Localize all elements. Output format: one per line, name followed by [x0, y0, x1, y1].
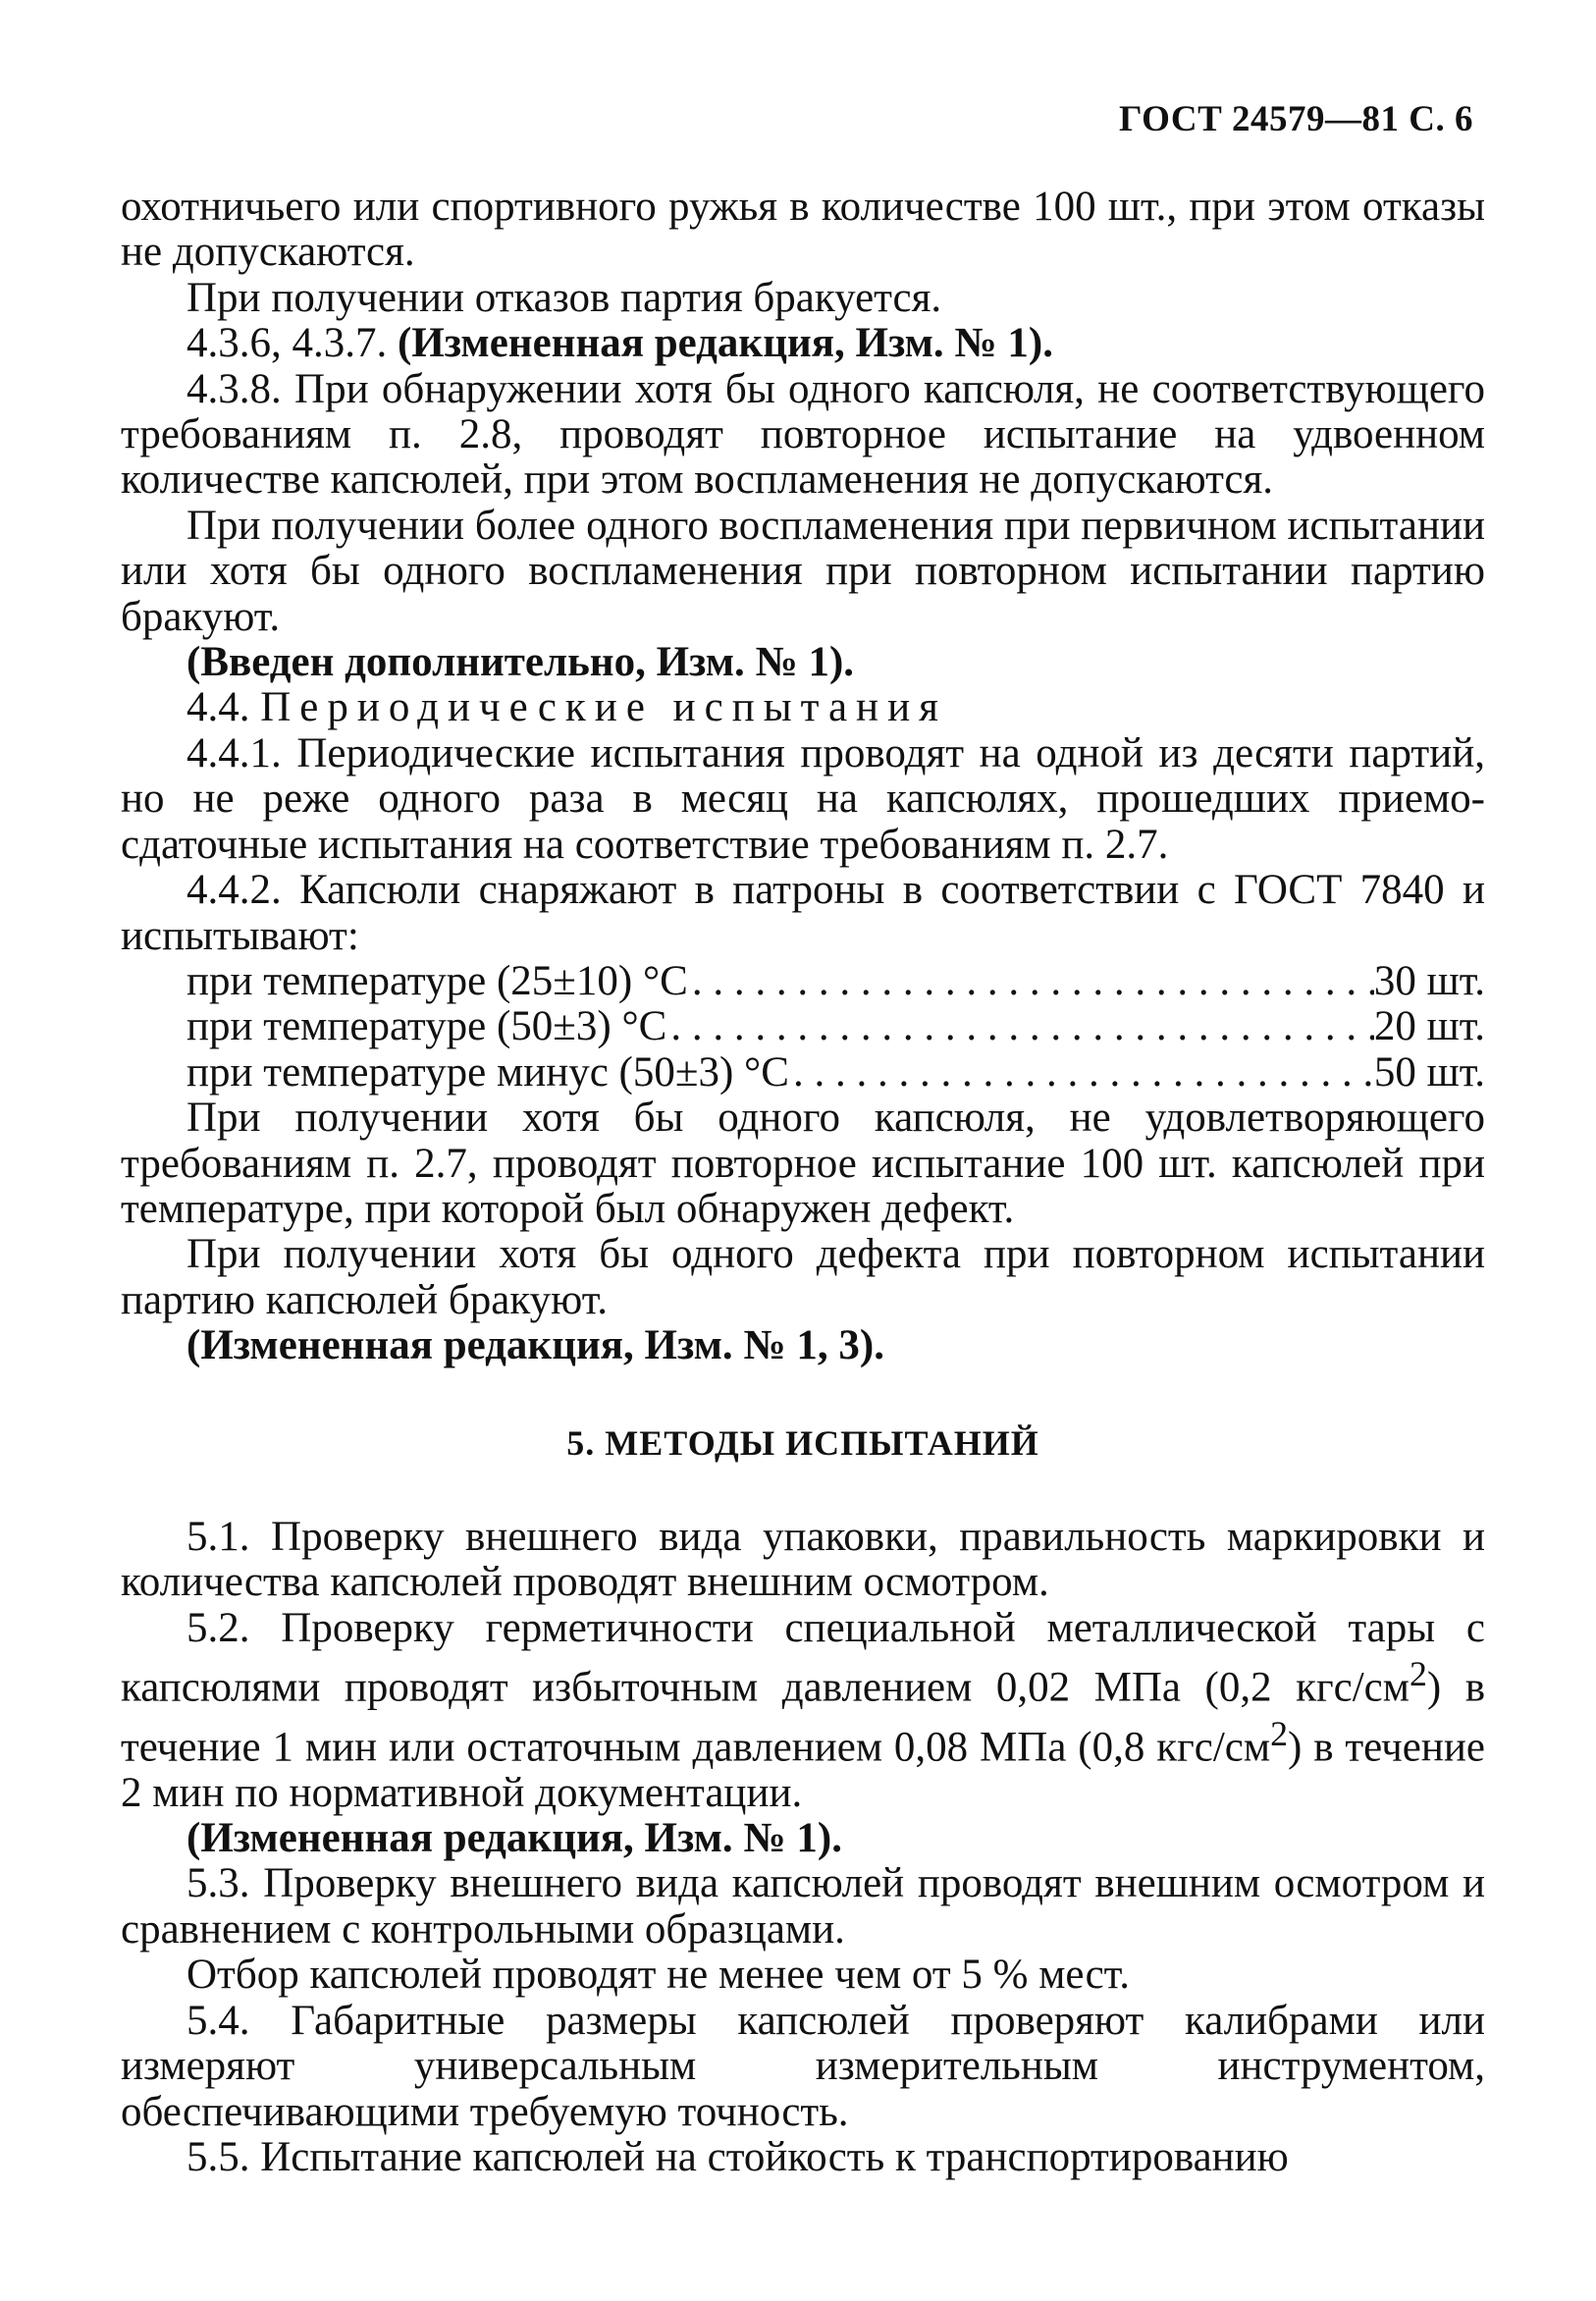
test-quantity: 20 шт.: [1373, 1003, 1485, 1050]
amendment-note: (Измененная редакция, Изм. № 1).: [398, 320, 1053, 367]
clause-number: 4.4.: [186, 684, 250, 731]
test-condition: при температуре (25±10) °С: [186, 957, 688, 1004]
paragraph-5-2: [121, 1606, 1485, 1816]
paragraph-5-1: 5.1. Проверку внешнего вида упаковки, правильность маркировки и количества капсюлей проводят внешним осмотром.: [121, 1513, 1485, 1606]
test-condition: при температуре (50±3) °С: [186, 1003, 667, 1050]
dot-leader: [688, 959, 1374, 1004]
test-quantity: 30 шт.: [1373, 957, 1485, 1004]
paragraph-continuation: охотничьего или спортивного ружья в количестве 100 шт., при этом отказы не допускаются.: [121, 184, 1485, 276]
page-header: ГОСТ 24579—81 С. 6: [1119, 99, 1473, 139]
text-run: ) в течение 1 мин или остаточным давлением 0,08 МПа (0,8 кгс/см: [121, 1664, 1485, 1771]
test-condition: при температуре минус (50±3) °С: [186, 1048, 789, 1096]
paragraph-amendment-4-3-6: [121, 321, 1485, 366]
dot-leader: [666, 1004, 1373, 1049]
amendment-note: (Введен дополнительно, Изм. № 1).: [186, 639, 855, 686]
paragraph-defect: При получении хотя бы одного дефекта при повторном испытании партию капсюлей бракуют.: [121, 1231, 1485, 1323]
paragraph-ignition: При получении более одного воспламенения при первичном испытании или хотя бы одного воспламенения при повторном испытании партию бракуют.: [121, 502, 1485, 640]
paragraph-4-4-1: 4.4.1. Периодические испытания проводят на одной из десяти партий, но не реже одного раза в месяц на капсюлях, прошедших приемо-сдаточные испытания на соответствие требованиям п. 2.7.: [121, 729, 1485, 868]
dot-leader: [789, 1050, 1374, 1096]
superscript: 2: [1409, 1654, 1427, 1694]
amendment-note: (Измененная редакция, Изм. № 1, 3).: [186, 1322, 884, 1369]
paragraph-rejection: При получении отказов партия бракуется.: [186, 274, 942, 321]
clause-number: 4.3.6, 4.3.7.: [186, 320, 388, 367]
section-title: 5. МЕТОДЫ ИСПЫТАНИЙ: [566, 1422, 1039, 1463]
temperature-test-row: [186, 1004, 1485, 1049]
subsection-heading-periodic: [121, 685, 1485, 730]
paragraph-5-5: 5.5. Испытание капсюлей на стойкость к транспортированию: [186, 2133, 1289, 2180]
amendment-note: (Измененная редакция, Изм. № 1).: [186, 1815, 842, 1862]
text-run: ) в течение 2 мин по нормативной документации.: [121, 1724, 1486, 1816]
paragraph-5-3: 5.3. Проверку внешнего вида капсюлей проводят внешним осмотром и сравнением с контрольными образцами.: [121, 1860, 1485, 1953]
document-body: [121, 185, 1485, 2180]
paragraph-4-4-2: 4.4.2. Капсюли снаряжают в патроны в соответствии с ГОСТ 7840 и испытывают:: [121, 867, 1485, 959]
subsection-title: Периодические испытания: [260, 684, 947, 731]
paragraph-5-4: 5.4. Габаритные размеры капсюлей проверяют калибрами или измеряют универсальным измерительным инструментом, обеспечивающими требуемую точность.: [121, 1997, 1485, 2135]
test-quantity: 50 шт.: [1373, 1048, 1485, 1096]
temperature-test-row: [186, 959, 1485, 1004]
text-run: 5.2. Проверку герметичности специальной металлической тары с капсюлями проводят избыточным давлением 0,02 МПа (0,2 кгс/см: [121, 1604, 1485, 1711]
paragraph-4-3-8: 4.3.8. При обнаружении хотя бы одного капсюля, не соответствующего требованиям п. 2.8, проводят повторное испытание на удвоенном количестве капсюлей, при этом воспламенения не допускаются.: [121, 365, 1485, 504]
paragraph-retest: При получении хотя бы одного капсюля, не удовлетворяющего требованиям п. 2.7, проводят повторное испытание 100 шт. капсюлей при температуре, при которой был обнаружен дефект.: [121, 1095, 1485, 1232]
paragraph-sampling: Отбор капсюлей проводят не менее чем от 5 % мест.: [186, 1952, 1130, 1999]
superscript: 2: [1270, 1713, 1289, 1753]
temperature-test-row: [186, 1050, 1485, 1096]
